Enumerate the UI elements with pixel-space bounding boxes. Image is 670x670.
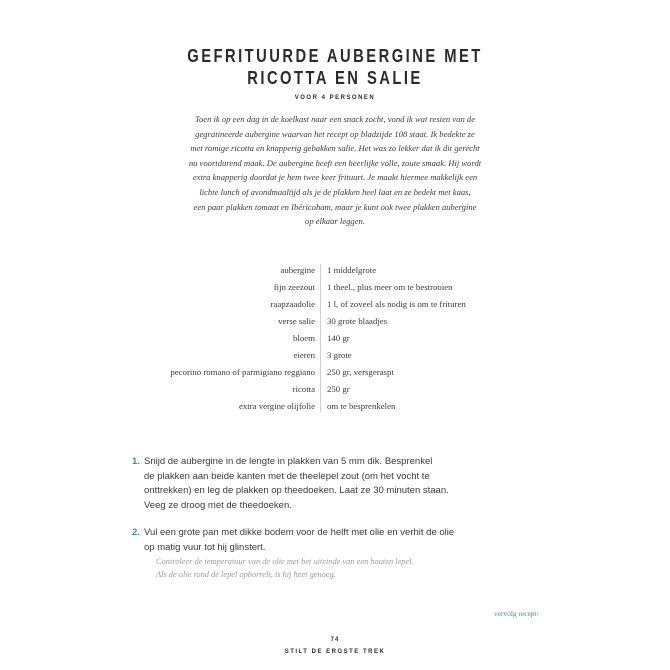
recipe-title-line2: RICOTTA EN SALIE bbox=[247, 68, 423, 88]
note-line: Controleer de temperatuur van de olie met het uiteinde van een houten lepel. bbox=[156, 557, 414, 566]
ingredient-row bbox=[0, 381, 670, 398]
ingredient-quantity: 1 l, of zoveel als nodig is om te frituren bbox=[327, 299, 466, 309]
step-number: 1. bbox=[132, 456, 140, 467]
recipe-title-line1: GEFRITUURDE AUBERGINE MET bbox=[187, 46, 483, 66]
intro-line: gegratineerde aubergine waarvan het recept op bladzijde 108 staat. Ik bedekte ze bbox=[195, 128, 475, 139]
ingredient-quantity: 250 gr bbox=[327, 384, 350, 394]
ingredient-name: raapzaadolie bbox=[270, 299, 315, 309]
intro-line: met romige ricotta en knapperig gebakken salie. Het was zo lekker dat ik dit gerecht bbox=[190, 143, 480, 154]
step-line: Snijd de aubergine in de lengte in plakken van 5 mm dik. Besprenkel bbox=[144, 456, 433, 467]
intro-line: nu voortdurend maak. De aubergine heeft een heerlijke volle, zoute smaak. Hij wordt bbox=[188, 157, 482, 168]
servings-label: VOOR 4 PERSONEN bbox=[294, 95, 376, 101]
step-number: 2. bbox=[132, 527, 140, 538]
ingredient-row bbox=[0, 398, 670, 415]
ingredient-quantity: 140 gr bbox=[327, 333, 350, 343]
ingredient-name: verse salie bbox=[278, 316, 315, 326]
step-line: op matig vuur tot hij glinstert. bbox=[144, 541, 266, 553]
ingredient-row bbox=[0, 279, 670, 296]
ingredient-row bbox=[0, 330, 670, 347]
continue-label: vervolg recept bbox=[494, 609, 537, 618]
ingredient-name: eieren bbox=[293, 350, 315, 360]
ingredient-row bbox=[0, 313, 670, 330]
ingredient-quantity: 30 grote blaadjes bbox=[327, 316, 388, 326]
step-text bbox=[144, 526, 529, 555]
ingredient-quantity: 1 theel., plus meer om te bestrooien bbox=[327, 282, 453, 292]
step-line: Veeg ze droog met de theedoeken. bbox=[144, 499, 292, 511]
running-footer: STILT DE ERGSTE TREK bbox=[284, 649, 386, 655]
ingredient-name: pecorino romano of parmigiano reggiano bbox=[170, 367, 315, 377]
intro-line: extra knapperig doordat je hem twee keer frituurt. Je maakt hiermee makkelijk een bbox=[192, 172, 478, 183]
continue-recipe-link[interactable] bbox=[494, 609, 539, 618]
step-text bbox=[144, 455, 529, 513]
note-line: Als de olie rond de lepel opborrelt, is hij heet genoeg. bbox=[156, 569, 336, 579]
step-line: Vul een grote pan met dikke bodem voor de helft met olie en verhit de olie bbox=[144, 527, 455, 538]
ingredient-row bbox=[0, 364, 670, 381]
page-number: 74 bbox=[330, 637, 340, 643]
ingredient-quantity: 3 grote bbox=[327, 350, 352, 360]
ingredient-quantity: 250 gr, versgeraspt bbox=[327, 367, 394, 377]
step-line: de plakken aan beide kanten met de theelepel zout (om het vocht te bbox=[144, 470, 430, 482]
ingredient-name: extra vergine olijfolie bbox=[238, 401, 315, 411]
arrow-right-icon: › bbox=[536, 609, 539, 618]
intro-line: een paar plakken tomaat en Ibéricoham, maar je kunt ook twee plakken aubergine bbox=[193, 201, 477, 212]
ingredient-name: bloem bbox=[293, 333, 315, 343]
ingredient-quantity: om te besprenkelen bbox=[327, 401, 396, 411]
recipe-intro bbox=[140, 112, 530, 229]
ingredient-row bbox=[0, 296, 670, 313]
ingredient-name: ricotta bbox=[292, 384, 315, 394]
intro-line: op elkaar leggen. bbox=[305, 216, 365, 227]
ingredient-name: fijn zeezout bbox=[273, 282, 315, 292]
ingredient-quantity: 1 middelgrote bbox=[327, 265, 377, 275]
intro-line: Toen ik op een dag in de koelkast naar een snack zocht, vond ik wat resten van de bbox=[194, 114, 476, 124]
intro-line: lichte lunch of avondmaaltijd als je de plakken heel laat en ze bedekt met kaas, bbox=[199, 186, 471, 197]
ingredient-name: aubergine bbox=[280, 265, 315, 275]
step-line: onttrekken) en leg de plakken op theedoeken. Laat ze 30 minuten staan. bbox=[144, 485, 449, 496]
ingredient-row bbox=[0, 262, 670, 279]
ingredient-row bbox=[0, 347, 670, 364]
step-note bbox=[156, 556, 526, 581]
